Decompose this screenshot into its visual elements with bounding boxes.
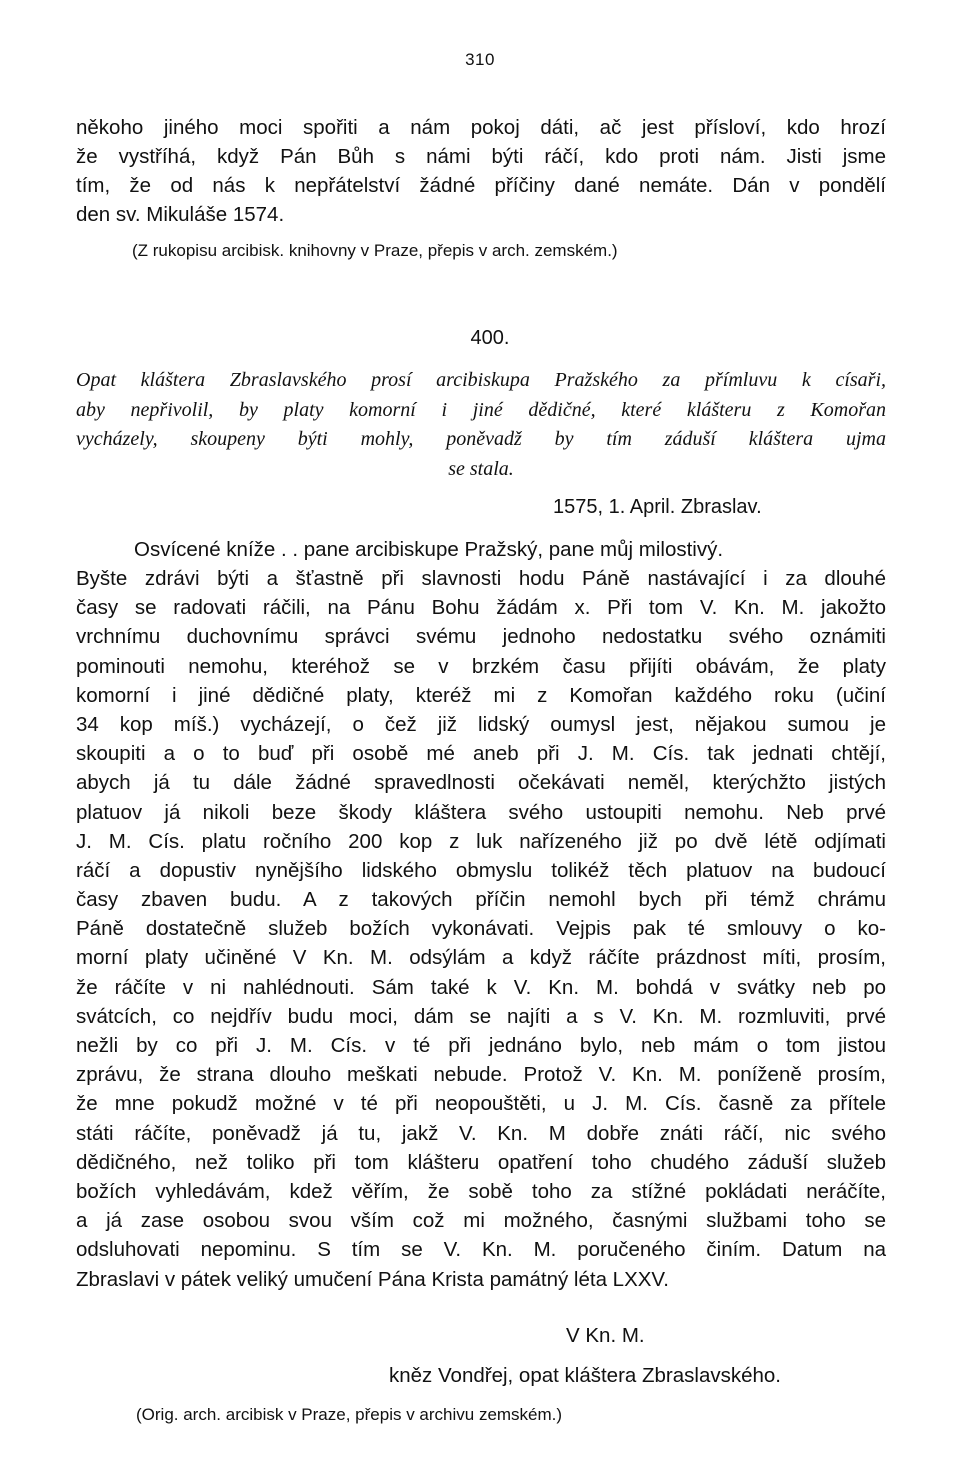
signer-name: kněz Vondřej, opat kláštera Zbraslavského. (389, 1364, 781, 1387)
page-number: 310 (465, 50, 495, 69)
text-line: 34 kop míš.) vycházejí, o čež již lidský oumysl jest, nějakou sumou je (76, 712, 886, 736)
text-line: a já zase osobou svou vším což mi možného, časnými službami toho se (76, 1209, 886, 1233)
text-line: tím, že od nás k nepřátelství žádné příčiny dané nemáte. Dán v pondělí (76, 174, 886, 197)
text-line: časy se radovati ráčili, na Pánu Bohu žádám x. Při tom V. Kn. M. jakožto (76, 596, 886, 620)
text-line: božích vyhledávám, kdež věřím, že sobě toho za stížné pokládati neráčíte, (76, 1179, 886, 1203)
salutation (76, 535, 886, 564)
text-line: nežli by co při J. M. Cís. v té při jednáno bylo, neb mám o tom jistou (76, 1034, 886, 1057)
source-note: (Orig. arch. arcibisk v Praze, přepis v archivu zemském.) (136, 1405, 563, 1424)
text-line: že mne pokudž možné v té při neopouštěti, u J. M. Cís. časně za přítele (76, 1092, 886, 1116)
signature-abbreviation: V Kn. M. (566, 1324, 645, 1347)
source-note: (Z rukopisu arcibisk. knihovny v Praze, přepis v arch. zemském.) (132, 241, 618, 260)
text-line: skoupiti a o to buď při osobě mé aneb při J. M. Cís. tak jednati chtějí, (76, 742, 886, 766)
text-line: zprávu, že strana dlouho meškati nebude. Protož V. Kn. M. poníženě prosím, (76, 1063, 886, 1087)
text-line: J. M. Cís. platu ročního 200 kop z luk nařízeného již po dvě létě odjímati (76, 829, 886, 853)
text-line: komorní i jiné dědičné platy, kteréž mi z Komořan každého roku (učiní (76, 683, 886, 707)
intro-paragraph (76, 113, 886, 229)
text-line: morní platy učiněné V Kn. M. odsýlám a když ráčíte prázdnost míti, prosím, (76, 946, 886, 970)
letter-body (76, 564, 886, 1294)
salutation-text: Osvícené kníže . . pane arcibiskupe Pražský, pane můj milostivý. (134, 538, 724, 561)
text-line: že ráčíte v ni nahlédnouti. Sám také k V. Kn. M. bohdá v svátky neb po (76, 975, 886, 999)
text-line: svátcích, co nejdřív budu moci, dám se najíti a s V. Kn. M. rozmluviti, prvé (76, 1004, 886, 1028)
text-line: někoho jiného moci spořiti a nám pokoj dáti, ač jest přísloví, kdo hrozí (76, 116, 886, 139)
text-line: odsluhovati nepominu. S tím se V. Kn. M. poručeného činím. Datum na (76, 1238, 886, 1262)
text-line: Byšte zdrávi býti a šťastně při slavnosti hodu Páně nastávající i za dlouhé (76, 567, 886, 590)
heading-line: se stala. (448, 457, 514, 480)
heading-line: Opat kláštera Zbraslavského prosí arcibiskupa Pražského za přímluvu k císaři, (76, 369, 886, 391)
text-line: Zbraslavi v pátek veliký umučení Pána Krista památný léta LXXV. (76, 1267, 669, 1291)
text-line: ráčí a dopustiv nynějšího lidského obmyslu tolikéž těch platuov na budoucí (76, 858, 886, 882)
text-line: abych já tu dále žádné spravedlnosti očekávati neměl, kterýchžto jistých (76, 771, 886, 795)
heading-line: aby nepřivolil, by platy komorní i jiné dědičné, které klášteru z Komořan (76, 398, 886, 421)
document-number: 400. (470, 327, 510, 349)
text-line: Páně dostatečně služeb božích vykonávati. Vejpis pak té smlouvy o ko- (76, 917, 886, 941)
text-line: dědičného, než toliko při tom klášteru opatření toho chudého záduší služeb (76, 1150, 886, 1174)
text-line: platuov já nikoli beze škody kláštera svého ustoupiti nemohu. Neb prvé (76, 800, 886, 824)
text-line: vrchnímu duchovnímu správci svému jednoho nedostatku svého oznámiti (76, 625, 886, 649)
text-line: že vystříhá, když Pán Bůh s námi býti ráčí, kdo proti nám. Jisti jsme (76, 145, 886, 168)
date-line: 1575, 1. April. Zbraslav. (553, 496, 762, 518)
heading-line: vycházely, skoupeny býti mohly, poněvadž by tím záduší kláštera ujma (76, 428, 886, 450)
text-line: pominouti nemohu, kteréhož se v brzkém času přijíti obávám, že platy (76, 654, 886, 678)
text-line: časy zbaven budu. A z takových příčin nemohl bych při témž chrámu (76, 888, 886, 912)
text-line: den sv. Mikuláše 1574. (76, 203, 285, 226)
document-summary-heading (76, 366, 886, 484)
text-line: státi ráčíte, poněvadž já tu, jakž V. Kn. M dobře znáti ráčí, nic svého (76, 1121, 886, 1145)
